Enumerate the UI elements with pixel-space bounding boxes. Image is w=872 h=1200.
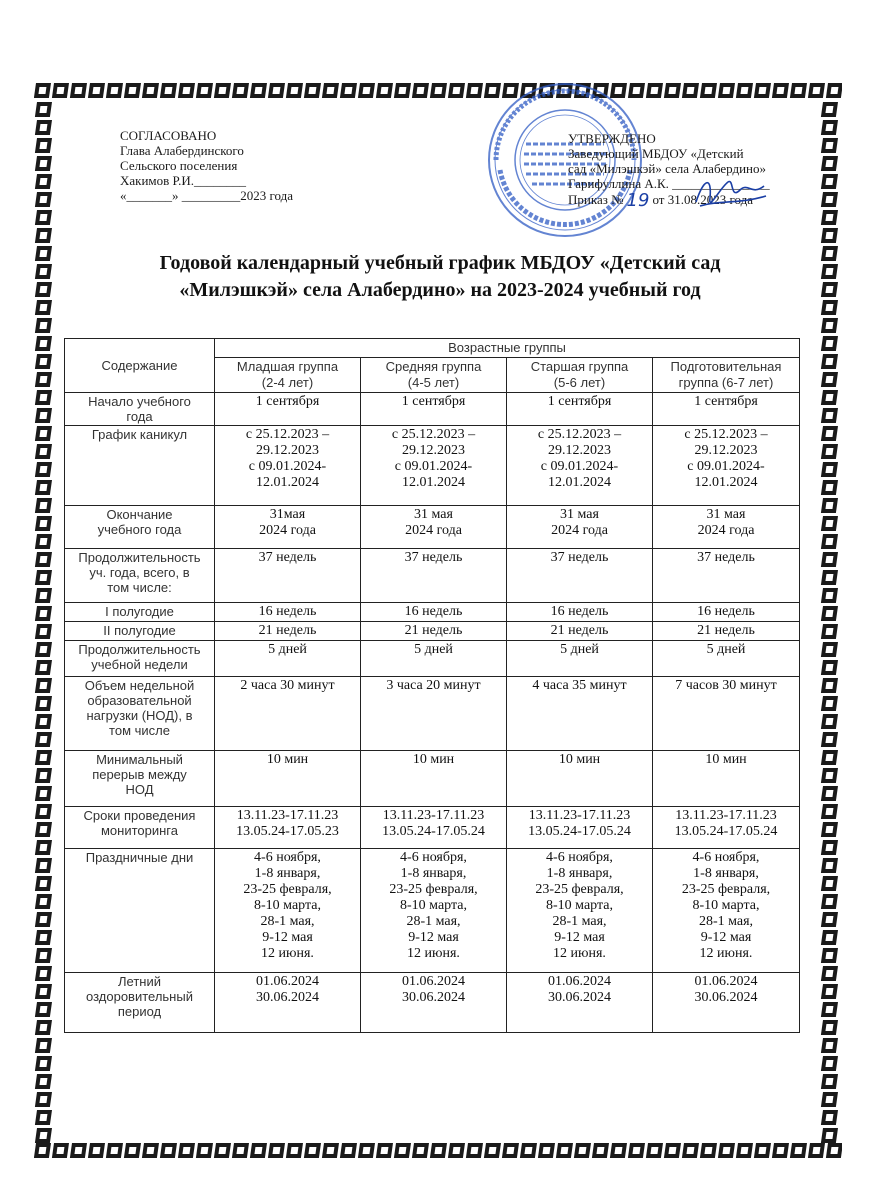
agreed-date: «_______» _________2023 года xyxy=(120,188,294,203)
row-label-line: учебного года xyxy=(97,522,182,537)
order-line xyxy=(568,190,808,211)
cell-line: 4-6 ноября, xyxy=(400,850,467,865)
row-label-line: том числе xyxy=(109,723,170,738)
cell-line: 4-6 ноября, xyxy=(692,850,760,865)
order-number: 19 xyxy=(626,190,650,211)
approval-block-right xyxy=(568,131,808,211)
table-cell xyxy=(507,751,653,807)
row-label-line: Объем недельной xyxy=(84,678,195,693)
table-cell xyxy=(361,849,507,973)
cell-line: 12 июня. xyxy=(553,946,606,961)
table-row xyxy=(65,807,800,849)
row-label-line: нагрузки (НОД), в xyxy=(86,708,193,723)
cell-line: 9-12 мая xyxy=(700,930,752,945)
cell-line: 2024 года xyxy=(697,523,755,538)
cell-line: 16 недель xyxy=(550,604,609,619)
table-cell xyxy=(507,426,653,506)
cell-line: 1-8 января, xyxy=(693,866,759,881)
cell-line: 13.05.24-17.05.24 xyxy=(528,824,631,839)
cell-line: 4-6 ноября, xyxy=(546,850,613,865)
cell-line: 12 июня. xyxy=(261,946,314,961)
cell-line: 7 часов 30 минут xyxy=(675,678,777,693)
table-row xyxy=(65,751,800,807)
table-cell xyxy=(653,426,800,506)
cell-line: 37 недель xyxy=(697,550,755,565)
document-title xyxy=(80,250,800,304)
table-cell xyxy=(215,549,361,603)
group-header-2 xyxy=(361,358,507,393)
group-header-line: (5-6 лет) xyxy=(553,375,606,390)
header-row-1 xyxy=(65,339,800,358)
table-row xyxy=(65,426,800,506)
cell-line: 23-25 февраля, xyxy=(389,882,478,897)
table-cell xyxy=(215,807,361,849)
row-label xyxy=(65,973,215,1033)
cell-line: 2 часа 30 минут xyxy=(240,678,335,693)
cell-line: 12 июня. xyxy=(699,946,753,961)
group-header-4 xyxy=(653,358,800,393)
row-label-line: учебной недели xyxy=(91,657,188,672)
table-cell xyxy=(361,506,507,549)
cell-line: 29.12.2023 xyxy=(402,443,465,458)
cell-line: 9-12 мая xyxy=(554,930,605,945)
table-cell xyxy=(361,973,507,1033)
row-label-line: Продолжительность xyxy=(78,550,201,565)
row-label-line: I полугодие xyxy=(105,604,174,619)
table-row xyxy=(65,506,800,549)
cell-line: 12.01.2024 xyxy=(256,475,319,490)
cell-line: 13.05.24-17.05.24 xyxy=(382,824,485,839)
table-cell xyxy=(507,549,653,603)
cell-line: 1-8 января, xyxy=(254,866,321,881)
table-cell xyxy=(215,641,361,677)
cell-line: 16 недель xyxy=(258,604,317,619)
cell-line: 12.01.2024 xyxy=(402,475,465,490)
cell-line: с 09.01.2024- xyxy=(540,459,619,474)
row-label-line: период xyxy=(117,1004,162,1019)
cell-line: 1-8 января, xyxy=(400,866,467,881)
row-label xyxy=(65,677,215,751)
agreed-name: Хакимов Р.И.________ xyxy=(120,173,247,188)
cell-line: 31 мая xyxy=(706,507,746,522)
border-right xyxy=(820,100,842,1145)
table-cell xyxy=(215,506,361,549)
table-cell xyxy=(653,549,800,603)
content-column-header: Содержание xyxy=(65,339,215,393)
group-header-line: Старшая группа xyxy=(530,359,629,374)
table-row xyxy=(65,603,800,622)
cell-line: 01.06.2024 xyxy=(402,974,465,989)
table-cell xyxy=(361,622,507,641)
handwritten-signature xyxy=(690,168,770,218)
table-row xyxy=(65,677,800,751)
table-cell xyxy=(361,393,507,426)
table-cell xyxy=(215,603,361,622)
cell-line: 37 недель xyxy=(550,550,609,565)
table-cell xyxy=(653,751,800,807)
cell-line: 21 недель xyxy=(697,623,755,638)
cell-line: 1 сентября xyxy=(255,394,320,409)
approved-org: сад «Милэшкэй» села Алабердино» xyxy=(568,161,767,176)
border-top xyxy=(34,80,842,102)
agreed-position: Глава Алабердинского xyxy=(120,143,244,158)
approved-position: Заведующий МБДОУ «Детский xyxy=(568,146,744,161)
table-cell xyxy=(215,622,361,641)
table-cell xyxy=(215,393,361,426)
table-cell xyxy=(653,973,800,1033)
row-label-line: мониторинга xyxy=(100,823,178,838)
cell-line: 16 недель xyxy=(404,604,463,619)
cell-line: 13.11.23-17.11.23 xyxy=(675,808,777,823)
cell-line: 21 недель xyxy=(404,623,463,638)
table-cell xyxy=(361,426,507,506)
cell-line: с 09.01.2024- xyxy=(687,459,765,474)
cell-line: 1 сентября xyxy=(694,394,758,409)
cell-line: 10 мин xyxy=(558,752,601,767)
cell-line: с 09.01.2024- xyxy=(394,459,473,474)
table-cell xyxy=(215,426,361,506)
row-label-line: образовательной xyxy=(87,693,192,708)
row-label xyxy=(65,751,215,807)
row-label-line: Окончание xyxy=(106,507,173,522)
row-label-line: Летний xyxy=(118,974,161,989)
cell-line: 31 мая xyxy=(414,507,453,522)
approval-block-left xyxy=(120,128,360,203)
table-row xyxy=(65,622,800,641)
agreed-settlement: Сельского поселения xyxy=(120,158,238,173)
table-cell xyxy=(215,973,361,1033)
row-label-line: том числе: xyxy=(107,580,172,595)
table-cell xyxy=(215,677,361,751)
group-header-line: (2-4 лет) xyxy=(261,375,314,390)
cell-line: 16 недель xyxy=(697,604,755,619)
row-label-line: Продолжительность xyxy=(78,642,201,657)
cell-line: 13.05.24-17.05.24 xyxy=(674,824,778,839)
cell-line: 9-12 мая xyxy=(408,930,459,945)
table-cell xyxy=(507,807,653,849)
table-cell xyxy=(653,603,800,622)
border-bottom xyxy=(34,1140,842,1162)
cell-line: 9-12 мая xyxy=(262,930,313,945)
cell-line: 4 часа 35 минут xyxy=(532,678,627,693)
group-header-1 xyxy=(215,358,361,393)
row-label xyxy=(65,393,215,426)
cell-line: 1 сентября xyxy=(401,394,466,409)
table-row xyxy=(65,393,800,426)
cell-line: 29.12.2023 xyxy=(548,443,611,458)
cell-line: 12 июня. xyxy=(407,946,460,961)
cell-line: 30.06.2024 xyxy=(402,990,465,1005)
row-label xyxy=(65,506,215,549)
cell-line: 37 недель xyxy=(404,550,463,565)
table-row xyxy=(65,549,800,603)
cell-line: 28-1 мая, xyxy=(406,914,461,929)
cell-line: 4-6 ноября, xyxy=(254,850,321,865)
table-cell xyxy=(653,641,800,677)
group-header-line: Младшая группа xyxy=(236,359,339,374)
cell-line: 13.11.23-17.11.23 xyxy=(528,808,631,823)
cell-line: 23-25 февраля, xyxy=(681,882,771,897)
row-label-line: Минимальный xyxy=(96,752,183,767)
row-label xyxy=(65,549,215,603)
cell-line: 5 дней xyxy=(414,642,453,657)
table-cell xyxy=(215,849,361,973)
table-cell xyxy=(507,973,653,1033)
cell-line: 28-1 мая, xyxy=(260,914,315,929)
group-header-line: (4-5 лет) xyxy=(407,375,460,390)
table-cell xyxy=(653,393,800,426)
order-prefix: Приказ № xyxy=(568,192,624,207)
table-cell xyxy=(653,677,800,751)
table-cell xyxy=(653,807,800,849)
cell-line: 23-25 февраля, xyxy=(243,882,332,897)
cell-line: с 25.12.2023 – xyxy=(684,427,768,442)
row-label xyxy=(65,603,215,622)
cell-line: 29.12.2023 xyxy=(694,443,758,458)
row-label xyxy=(65,807,215,849)
cell-line: 12.01.2024 xyxy=(694,475,758,490)
cell-line: с 25.12.2023 – xyxy=(245,427,330,442)
row-label-line: уч. года, всего, в xyxy=(89,565,190,580)
cell-line: с 25.12.2023 – xyxy=(391,427,476,442)
row-label-line: оздоровительный xyxy=(86,989,193,1004)
cell-line: 31 мая xyxy=(560,507,599,522)
group-header-line: Средняя группа xyxy=(385,359,482,374)
cell-line: 2024 года xyxy=(405,523,462,538)
order-date: от 31.08.2023 года xyxy=(652,192,753,207)
cell-line: 30.06.2024 xyxy=(548,990,611,1005)
approved-name: Гарифуллина А.К. _______________ xyxy=(568,176,770,191)
table-cell xyxy=(653,506,800,549)
row-label-line: НОД xyxy=(125,782,154,797)
cell-line: 2024 года xyxy=(259,523,316,538)
cell-line: 10 мин xyxy=(412,752,455,767)
table-cell xyxy=(653,849,800,973)
table-row xyxy=(65,641,800,677)
table-cell xyxy=(507,849,653,973)
table-cell xyxy=(653,622,800,641)
age-groups-header: Возрастные группы xyxy=(215,339,800,358)
cell-line: 10 мин xyxy=(705,752,747,767)
cell-line: 3 часа 20 минут xyxy=(386,678,481,693)
cell-line: 13.11.23-17.11.23 xyxy=(382,808,485,823)
cell-line: 28-1 мая, xyxy=(552,914,607,929)
table-cell xyxy=(361,549,507,603)
cell-line: 13.11.23-17.11.23 xyxy=(236,808,339,823)
group-header-line: Подготовительная xyxy=(670,359,782,374)
table-cell xyxy=(361,603,507,622)
cell-line: 8-10 марта, xyxy=(400,898,467,913)
cell-line: 5 дней xyxy=(268,642,307,657)
row-label-line: года xyxy=(126,409,153,424)
cell-line: 12.01.2024 xyxy=(548,475,611,490)
table-cell xyxy=(507,393,653,426)
cell-line: 8-10 марта, xyxy=(546,898,613,913)
row-label-line: Сроки проведения xyxy=(83,808,196,823)
cell-line: 10 мин xyxy=(266,752,309,767)
row-label xyxy=(65,426,215,506)
table-cell xyxy=(507,506,653,549)
cell-line: 37 недель xyxy=(258,550,317,565)
cell-line: 29.12.2023 xyxy=(256,443,319,458)
title-line-1: Годовой календарный учебный график МБДОУ «Детский сад xyxy=(159,252,721,274)
cell-line: 8-10 марта, xyxy=(254,898,321,913)
row-label-line: График каникул xyxy=(91,427,188,442)
table-cell xyxy=(507,622,653,641)
table-cell xyxy=(507,677,653,751)
row-label-line: II полугодие xyxy=(103,623,176,638)
title-line-2: «Милэшкэй» села Алабердино» на 2023-2024 учебный год xyxy=(179,279,701,301)
cell-line: 30.06.2024 xyxy=(694,990,758,1005)
group-header-3 xyxy=(507,358,653,393)
cell-line: 31мая xyxy=(269,507,306,522)
cell-line: 13.05.24-17.05.23 xyxy=(236,824,339,839)
table-cell xyxy=(361,641,507,677)
cell-line: 21 недель xyxy=(258,623,317,638)
row-label xyxy=(65,622,215,641)
cell-line: с 09.01.2024- xyxy=(248,459,327,474)
cell-line: 01.06.2024 xyxy=(548,974,611,989)
schedule-table xyxy=(64,338,800,1033)
cell-line: 1-8 января, xyxy=(546,866,613,881)
row-label-line: Начало учебного xyxy=(88,394,191,409)
table-row xyxy=(65,973,800,1033)
cell-line: 5 дней xyxy=(706,642,746,657)
cell-line: 01.06.2024 xyxy=(694,974,758,989)
cell-line: 28-1 мая, xyxy=(698,914,754,929)
row-label-line: перерыв между xyxy=(92,767,187,782)
row-label xyxy=(65,849,215,973)
table-cell xyxy=(507,603,653,622)
cell-line: 23-25 февраля, xyxy=(535,882,624,897)
cell-line: 30.06.2024 xyxy=(256,990,319,1005)
table-cell xyxy=(361,677,507,751)
table-cell xyxy=(361,807,507,849)
cell-line: 2024 года xyxy=(551,523,608,538)
cell-line: 1 сентября xyxy=(547,394,612,409)
border-left xyxy=(34,100,56,1145)
cell-line: с 25.12.2023 – xyxy=(537,427,622,442)
row-label-line: Праздничные дни xyxy=(85,850,194,865)
table-cell xyxy=(507,641,653,677)
table-row xyxy=(65,849,800,973)
group-header-line: группа (6-7 лет) xyxy=(678,375,774,390)
table-cell xyxy=(215,751,361,807)
cell-line: 01.06.2024 xyxy=(256,974,319,989)
approved-heading: УТВЕРЖДЕНО xyxy=(568,131,656,146)
row-label xyxy=(65,641,215,677)
cell-line: 21 недель xyxy=(550,623,609,638)
cell-line: 5 дней xyxy=(560,642,599,657)
agreed-heading: СОГЛАСОВАНО xyxy=(120,128,217,143)
cell-line: 8-10 марта, xyxy=(692,898,760,913)
table-cell xyxy=(361,751,507,807)
